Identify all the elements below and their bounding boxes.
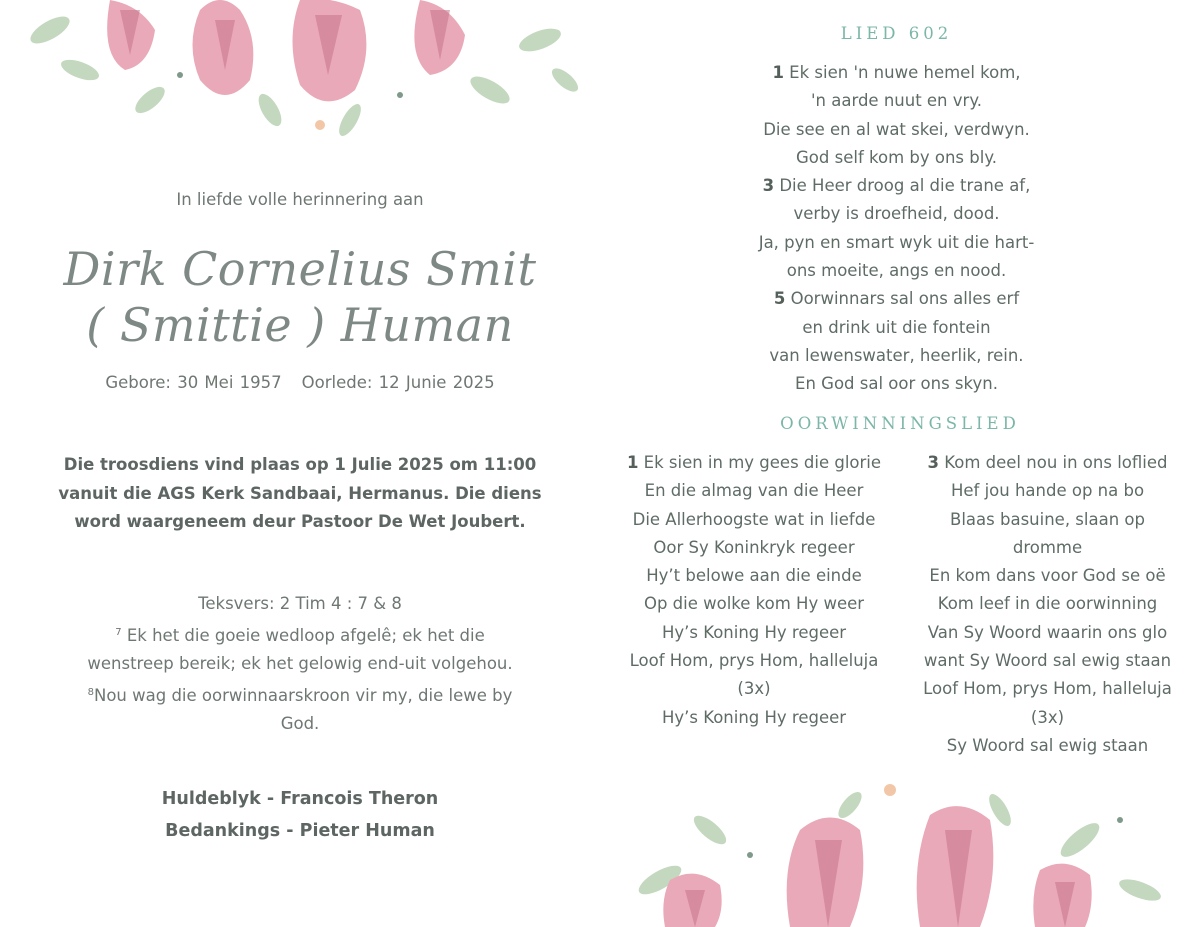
lyric-line [900, 619, 1195, 647]
lyric-text: van lewenswater, heerlik, rein. [769, 345, 1024, 365]
lyric-text: want Sy Woord sal ewig staan [923, 651, 1172, 671]
lyric-text: Die Allerhoogste wat in liefde [632, 509, 876, 529]
lyric-text: Hy’s Koning Hy regeer [661, 707, 847, 727]
lyric-text: (3x) [737, 679, 771, 699]
lyric-line [608, 477, 900, 505]
lyric-line [608, 675, 900, 703]
lyric-text: Die see en al wat skei, verdwyn. [763, 119, 1030, 139]
memorial-intro: In liefde volle herinnering aan [176, 190, 424, 209]
lyric-text: Oorwinnars sal ons alles erf [785, 289, 1020, 309]
service-line: Die troosdiens vind plaas op 1 Julie 2025 om 11:00 [63, 455, 537, 474]
lyric-text: Van Sy Woord waarin ons glo [927, 622, 1168, 642]
lyric-line [608, 506, 900, 534]
lyric-text: En God sal oor ons skyn. [795, 374, 998, 394]
lyric-text: Die Heer droog al die trane af, [774, 176, 1031, 196]
deceased-name-line2: ( Smittie ) Human [86, 298, 514, 352]
song1-lyrics [600, 59, 1193, 399]
lyric-line [600, 370, 1193, 398]
lyric-text: Ek sien in my gees die glorie [638, 453, 882, 472]
service-details [0, 451, 600, 537]
song2-column2 [900, 449, 1195, 760]
scripture-reference: Teksvers: 2 Tim 4 : 7 & 8 [198, 594, 402, 613]
lyric-text: Oor Sy Koninkryk regeer [653, 537, 855, 557]
lyric-line [608, 449, 900, 477]
lyric-line [900, 449, 1195, 477]
lyric-text: verby is droefheid, dood. [793, 204, 1000, 224]
verse-line: wenstreep bereik; ek het gelowig end-uit volgehou. [87, 654, 513, 673]
lyric-line [600, 59, 1193, 87]
birth-date: Gebore: 30 Mei 1957 [105, 373, 282, 392]
scripture-verse [0, 590, 600, 739]
song2-title: OORWINNINGSLIED [780, 414, 1020, 433]
lyric-line [600, 229, 1193, 257]
lyric-line [600, 314, 1193, 342]
life-dates [0, 373, 600, 392]
lyric-line [600, 172, 1193, 200]
lyric-line [900, 506, 1195, 534]
lyric-line [608, 647, 900, 675]
stanza-number: 3 [762, 176, 775, 196]
lyric-line [608, 534, 900, 562]
lyric-text: Blaas basuine, slaan op [950, 509, 1145, 529]
lyric-text: Hef jou hande op na bo [950, 481, 1145, 501]
lyric-text: ons moeite, angs en nood. [786, 261, 1007, 281]
lyric-text: Kom leef in die oorwinning [937, 594, 1158, 614]
lyric-text: Op die wolke kom Hy weer [643, 594, 865, 614]
lyric-line [900, 647, 1195, 675]
lyric-text: Hy’t belowe aan die einde [646, 566, 862, 586]
lyric-text: God self kom by ons bly. [796, 147, 997, 167]
stanza-number: 5 [773, 289, 786, 309]
stanza-number: 1 [772, 63, 784, 82]
verse-number: 8 [87, 686, 94, 698]
lyric-text: Ek sien 'n nuwe hemel kom, [783, 63, 1021, 82]
stanza-number: 3 [927, 453, 939, 472]
lyric-line [600, 285, 1193, 313]
protea-floral-decoration-bottom [600, 770, 1200, 927]
lyric-line [900, 732, 1195, 760]
lyric-text: Loof Hom, prys Hom, halleluja [923, 679, 1172, 699]
lyric-text: 'n aarde nuut en vry. [811, 91, 982, 111]
lyric-text: (3x) [1030, 707, 1065, 727]
lyric-text: en drink uit die fontein [802, 317, 991, 337]
service-line: vanuit die AGS Kerk Sandbaai, Hermanus. Die diens [58, 483, 542, 503]
lyric-line [600, 144, 1193, 172]
lyric-line [900, 534, 1195, 562]
lyric-text: dromme [1012, 537, 1083, 557]
lyric-line [600, 342, 1193, 370]
tributes [0, 784, 600, 847]
lyric-line [900, 477, 1195, 505]
lyric-line [900, 590, 1195, 618]
lyric-line [608, 562, 900, 590]
verse-line: $^7$ Ek het die goeie wedloop afgelê; ek het die [115, 625, 485, 645]
song2-column1 [608, 449, 900, 732]
verse-number: 7 [115, 626, 122, 638]
lyric-text: Hy’s Koning Hy regeer [661, 622, 847, 642]
lyric-line [608, 704, 900, 732]
lyric-text: Kom deel nou in ons loflied [939, 453, 1168, 472]
lyric-line [600, 87, 1193, 115]
verse-line: $^8$Nou wag die oorwinnaarskroon vir my, die lewe by [87, 685, 513, 705]
lyric-line [600, 200, 1193, 228]
lyric-line [900, 675, 1195, 703]
lyric-text: Loof Hom, prys Hom, halleluja [629, 651, 879, 671]
lyric-text: Ja, pyn en smart wyk uit die hart- [758, 232, 1035, 252]
lyric-line [600, 116, 1193, 144]
lyric-line [900, 562, 1195, 590]
lyric-line [608, 619, 900, 647]
lyric-line [608, 590, 900, 618]
tribute-line: Bedankings - Pieter Human [165, 820, 435, 841]
song1-title: LIED 602 [840, 24, 953, 43]
lyric-text: Sy Woord sal ewig staan [946, 735, 1149, 755]
lyric-line [900, 704, 1195, 732]
tribute-line: Huldeblyk - Francois Theron [161, 789, 439, 809]
lyric-text: En die almag van die Heer [644, 481, 864, 501]
verse-line: God. [280, 714, 320, 733]
death-date: Oorlede: 12 Junie 2025 [301, 373, 495, 392]
lyric-line [600, 257, 1193, 285]
lyric-text: En kom dans voor God se oë [929, 566, 1166, 586]
stanza-number: 1 [626, 453, 639, 472]
service-line: word waargeneem deur Pastoor De Wet Joubert. [74, 512, 526, 531]
deceased-name-line1: Dirk Cornelius Smit [63, 242, 537, 296]
